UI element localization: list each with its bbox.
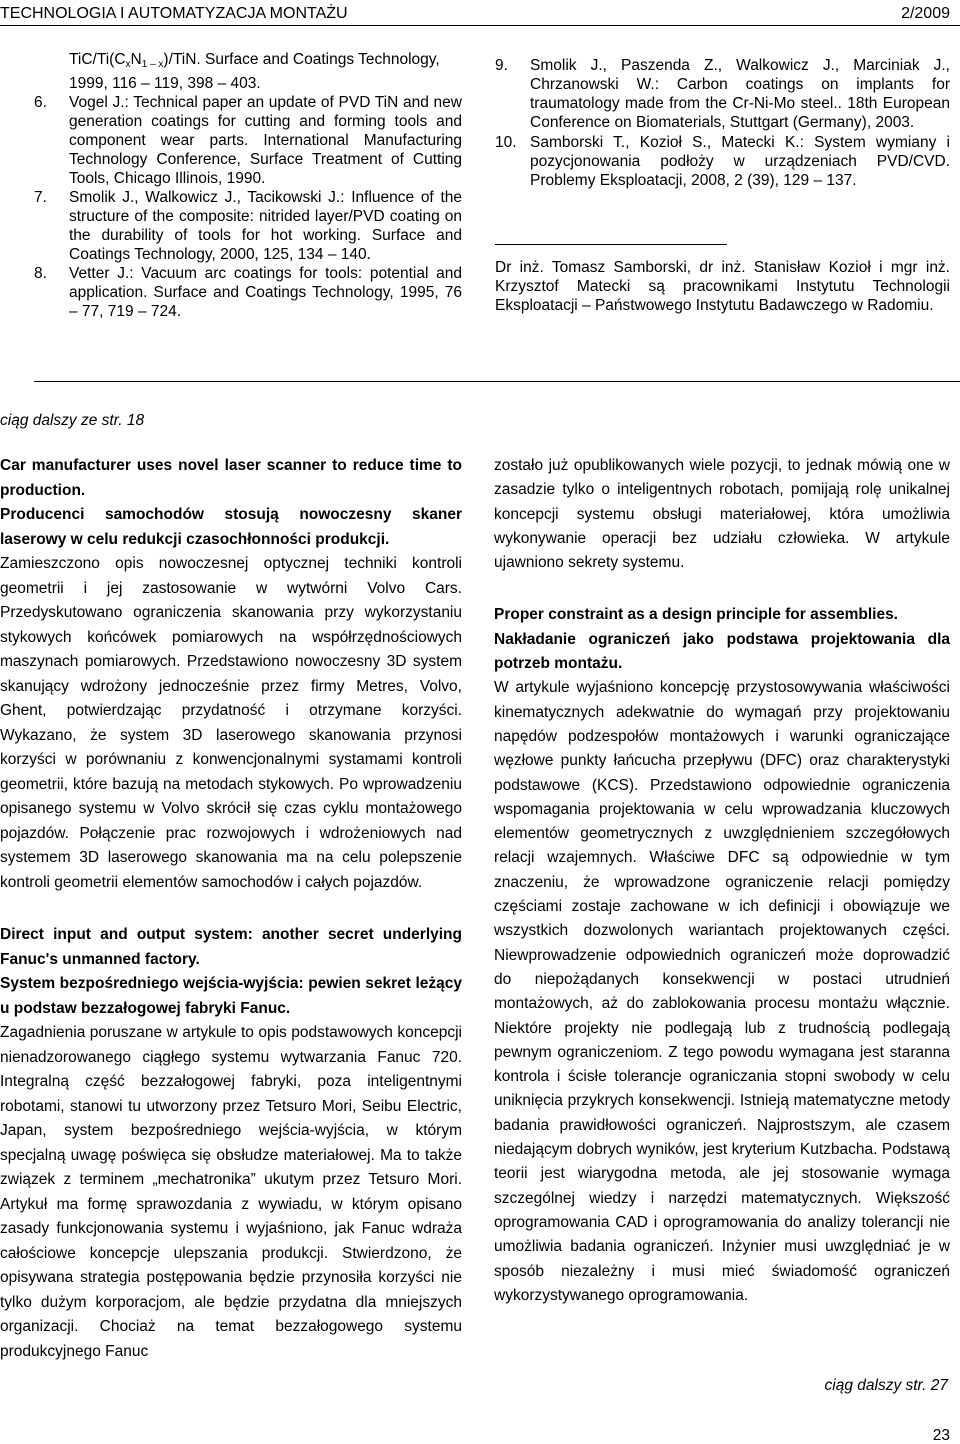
references-right-column: [495, 56, 950, 190]
author-note: Dr inż. Tomasz Samborski, dr inż. Stanisław Kozioł i mgr inż. Krzysztof Matecki są pracownikami Instytutu Technologii Eksploatacji – Państwowego Instytutu Badawczego w Radomiu.: [495, 259, 950, 314]
article-title-pl: System bezpośredniego wejścia-wyjścia: pewien sekret leżący u podstaw bezzałogowej fabryki Fanuc.: [0, 975, 462, 1017]
reference-9: 9. Smolik J., Paszenda Z., Walkowicz J., Marciniak J., Chrzanowski W.: Carbon coatings on implants for traumatology made from the Cr-Ni-Mo steel.. 18th European Conference on Biomaterials, Stuttgart (Germany), 2003.: [495, 57, 950, 131]
reference-8: 8. Vetter J.: Vacuum arc coatings for tools: potential and application. Surface and Coatings Technology, 1995, 76 – 77, 719 – 724.: [34, 265, 462, 320]
page-number: 23: [932, 1427, 950, 1444]
article-body: Zamieszczono opis nowoczesnej optycznej techniki kontroli geometrii i jej zastosowanie w wytwórni Volvo Cars. Przedyskutowano ograniczenia skanowania przy wykorzystaniu stykowych końcówek pomiarowych na współrzędnościowych maszynach pomiarowych. Przedstawiono nowoczesny 3D system skanujący wdrożony jednocześnie przez firmy Metres, Volvo, Ghent, potwierdzając przydatność i otrzymane korzyści. Wykazano, że system 3D laserowego skanowania przynosi korzyści w porównaniu z konwencjonalnymi systamami kontroli geometrii, które bazują na metodach stykowych. Po wprowadzeniu opisanego systemu w Volvo skrócił się czas cyklu montażowego pojazdów. Połączenie prac rozwojowych i wdrożeniowych nad systemem 3D laserowego skanowania ma na celu polepszenie kontroli geometrii elementów samochodów i całych pojazdów.: [0, 555, 462, 891]
articles-left-column: [0, 454, 462, 1364]
spacer: [494, 575, 950, 603]
article-body: Zagadnienia poruszane w artykule to opis podstawowych koncepcji nienadzorowanego ciągłego systemu wytwarzania Fanuc 720. Integralną część bezzałogowej fabryki, poza inteligentnymi robotami, stanowi tu utworzony przez Tetsuro Mori, Seibu Electric, Japan, system bezpośredniego wejścia-wyjścia, w którym specjalną uwagę poświęca się obsłudze materiałowej. Ma to także związek z terminem „mechatronika” ukutym przez Tetsuro Mori. Artykuł ma formę sprawozdania z wywiadu, w którym opisano zasady funkcjonowania systemu i wyjaśniono, jak Fanuc wdraża całościowe koncepcje ulepszania produkcji. Stwierdzono, że opisywana strategia postępowania będzie przynosiła korzyści nie tylko dużym korporacjom, ale będzie przydatna dla mniejszych organizacji. Chociaż na temat bezzałogowego systemu produkcyjnego Fanuc: [0, 1024, 462, 1360]
continued-to-note: ciąg dalszy str. 27: [824, 1377, 948, 1394]
reference-10: 10. Samborski T., Kozioł S., Matecki K.: System wymiany i pozycjonowania podłoży w urządzeniach PVD/CVD. Problemy Eksploatacji, 2008, 2 (39), 129 – 137.: [495, 134, 951, 189]
reference-7: 7. Smolik J., Walkowicz J., Tacikowski J.: Influence of the structure of the composite: nitrided layer/PVD coating on the durability of tools for hot working. Surface and Coatings Technology, 2000, 125, 134 – 140.: [34, 189, 462, 263]
journal-title: TECHNOLOGIA I AUTOMATYZACJA MONTAŻU: [0, 5, 348, 22]
article-body-continued: zostało już opublikowanych wiele pozycji, to jednak mówią one w zasadzie tylko o inteligentnych robotach, pomijają rolę unikalnej koncepcji systemu obsługi materiałowej, która umożliwia wykonywanie operacji bez udziału człowieka. W artykule ujawniono sekrety systemu.: [494, 457, 950, 572]
running-header: [0, 0, 960, 26]
article-title-pl: Producenci samochodów stosują nowoczesny skaner laserowy w celu redukcji czasochłonności produkcji.: [0, 506, 462, 548]
article-title-en: Proper constraint as a design principle for assemblies.: [494, 606, 898, 624]
article-title-pl: Nakładanie ograniczeń jako podstawa projektowania dla potrzeb montażu.: [494, 630, 950, 673]
article-title-en: Direct input and output system: another secret underlying Fanuc's unmanned factory.: [0, 926, 462, 968]
article-title-en: Car manufacturer uses novel laser scanner to reduce time to production.: [0, 457, 462, 499]
articles-right-column: [494, 454, 950, 1308]
article-body: W artykule wyjaśniono koncepcję przystosowywania właściwości kinematycznych adekwatnie do wymagań przy projektowaniu napędów podzespołów montażowych i warunki ograniczające węzłowe punkty łańcucha przepływu (DFC) oraz charakterystyki podstawowe (KCS). Przedstawiono odpowiednie ograniczenia wspomagania projektowania w celu wprowadzania kluczowych elementów geometrycznych z uwzględnieniem szczegółowych relacji wzajemnych. Właściwe DFC są odpowiednie w tym znaczeniu, że wprowadzone ograniczenie relacji pomiędzy częściami zostaje zachowane w ich definicji i obowiązuje we wszystkich dozwolonych wariantach projektowanych części. Niewprowadzenie odpowiednich ograniczeń może doprowadzić do niepożądanych konsekwencji w postaci utrudnień montażowych, aż do zablokowania procesu montażu włącznie. Niektóre projekty nie podlegają lub z trudnością podlegają pewnym ograniczeniom. Z tego powodu wymagana jest staranna kontrola i ścisłe tolerancje ograniczania stopni swobody w celu uniknięcia przykrych konsekwencji. Istnieją matematyczne metody badania prawidłowości ograniczeń. Najprostszym, ale czasem niedającym dobrych wyników, jest kryterium Kutzbacha. Podstawą teorii jest wiarygodna metoda, ale jej stosowanie wymaga szczególnej wiedzy i narzędzi matematycznych. Większość oprogramowania CAD i oprogramowania do analizy tolerancji nie umożliwia badania ograniczeń. Inżynier musi uwzględniać je w sposób niezależny i musi mieć świadomość ograniczeń wykorzystywanego oprogramowania.: [494, 679, 950, 1304]
references-left-column: [34, 50, 462, 321]
author-divider: [495, 244, 727, 245]
reference-continuation-2: 1999, 116 – 119, 398 – 403.: [69, 75, 261, 92]
spacer: [0, 895, 462, 923]
continued-from-note: ciąg dalszy ze str. 18: [0, 412, 145, 429]
reference-continuation: TiC/$Ti(C_xN_{1 - x})$/TiN. Surface and Coatings Technology,: [69, 51, 440, 70]
reference-6: 6. Vogel J.: Technical paper an update of PVD TiN and new generation coatings for cutting and forming tools and component wear parts. International Manufacturing Technology Conference, Surface Treatment of Cutting Tools, Chicago Illinois, 1990.: [34, 94, 462, 187]
issue-number: 2/2009: [901, 5, 950, 22]
section-divider: [34, 381, 960, 382]
